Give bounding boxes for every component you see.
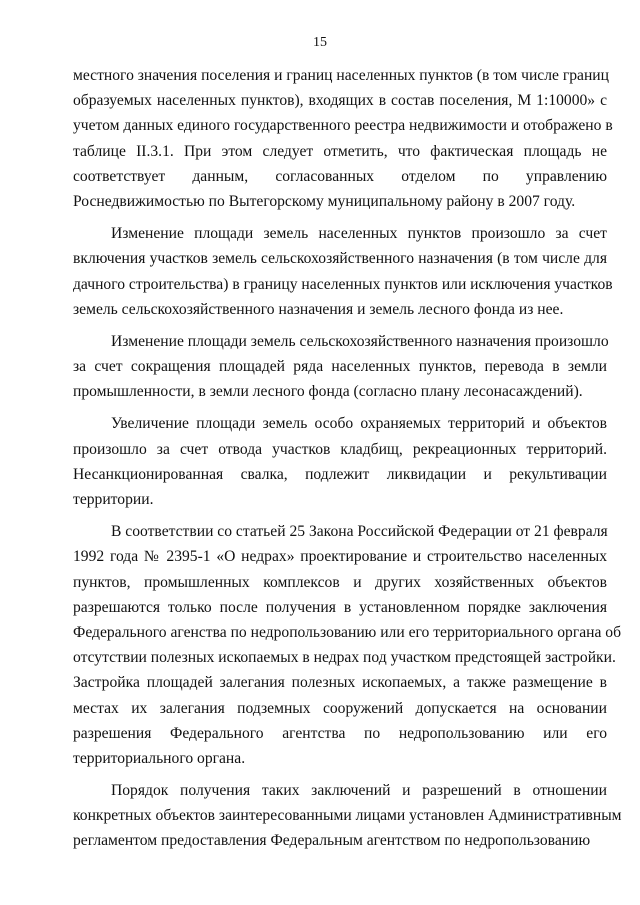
text-line: разрешаются только после получения в установленном порядке заключения <box>73 598 607 616</box>
paragraph <box>73 329 607 405</box>
paragraph <box>73 411 607 512</box>
text-line: пунктов, промышленных комплексов и других хозяйственных объектов <box>73 573 607 591</box>
text-line: 1992 года № 2395-1 «О недрах» проектирование и строительство населенных <box>73 548 607 566</box>
paragraph-gap <box>73 214 607 221</box>
text-line: территории. <box>73 491 154 508</box>
paragraph-gap <box>73 512 607 519</box>
text-line: земель сельскохозяйственного назначения и земель лесного фонда из нее. <box>73 300 564 318</box>
text-line: разрешения Федерального агентства по недропользованию или его <box>73 724 607 742</box>
text-line: Порядок получения таких заключений и разрешений в отношении <box>111 782 607 800</box>
text-line: промышленности, в земли лесного фонда (согласно плану лесонасаждений). <box>73 383 583 401</box>
paragraph <box>73 63 613 214</box>
text-line: образуемых населенных пунктов), входящих в состав поселения, М 1:10000» с <box>73 92 607 110</box>
text-line: конкретных объектов заинтересованными лицами установлен Административным <box>73 807 622 825</box>
text-line: произошло за счет отвода участков кладбищ, рекреационных территорий. <box>73 440 607 458</box>
text-line: за счет сокращения площадей ряда населенных пунктов, перевода в земли <box>73 358 607 376</box>
paragraph <box>73 519 622 771</box>
text-line: Застройка площадей залегания полезных ископаемых, а также размещение в <box>73 674 607 692</box>
document-body <box>73 63 622 854</box>
text-line: Роснедвижимостью по Вытегорскому муниципальному району в 2007 году. <box>73 192 576 210</box>
text-line: Изменение площади земель населенных пунктов произошло за счет <box>111 225 607 243</box>
text-line: Несанкционированная свалка, подлежит ликвидации и рекультивации <box>73 465 607 483</box>
text-line: дачного строительства) в границу населенных пунктов или исключения участков <box>73 275 613 293</box>
text-line: учетом данных единого государственного реестра недвижимости и отображено в <box>73 117 613 135</box>
paragraph <box>73 778 622 854</box>
page-number: 15 <box>313 35 327 50</box>
paragraph-gap <box>73 404 607 411</box>
text-line: соответствует данным, согласованных отделом по управлению <box>73 167 607 185</box>
text-line: включения участков земель сельскохозяйственного назначения (в том числе для <box>73 250 607 268</box>
paragraph-gap <box>73 322 607 329</box>
text-line: местах их залегания подземных сооружений допускается на основании <box>73 699 607 717</box>
text-line: регламентом предоставления Федеральным агентством по недропользованию <box>73 832 591 850</box>
text-line: Федерального агенства по недропользованию или его территориального органа об <box>73 623 622 641</box>
text-line: Увеличение площади земель особо охраняемых территорий и объектов <box>111 415 607 433</box>
text-line: территориального органа. <box>73 749 246 767</box>
paragraph-gap <box>73 771 607 778</box>
text-line: отсутствии полезных ископаемых в недрах под участком предстоящей застройки. <box>73 649 616 667</box>
text-line: В соответствии со статьей 25 Закона Российской Федерации от 21 февраля <box>111 523 608 541</box>
paragraph <box>73 221 613 322</box>
text-line: местного значения поселения и границ населенных пунктов (в том числе границ <box>73 67 609 84</box>
text-line: Изменение площади земель сельскохозяйственного назначения произошло <box>111 332 609 350</box>
text-line: таблице II.3.1. При этом следует отметить, что фактическая площадь не <box>73 142 607 160</box>
